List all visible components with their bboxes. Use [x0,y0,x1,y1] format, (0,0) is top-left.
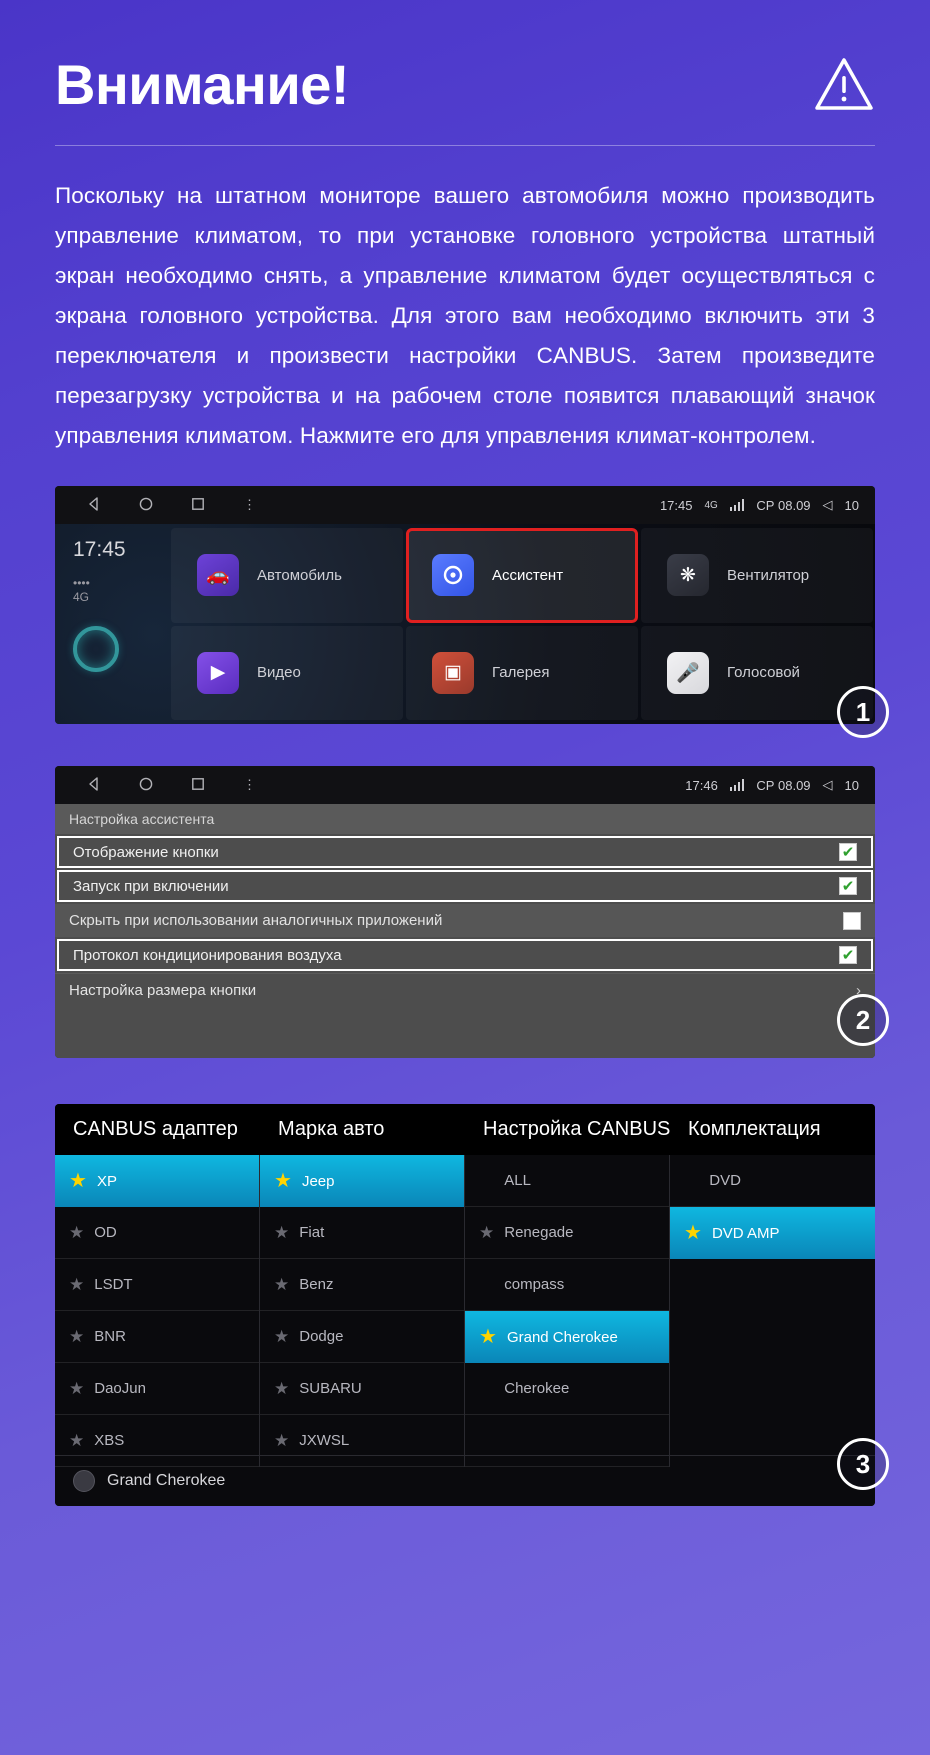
item-label: Grand Cherokee [506,1328,618,1346]
header-divider [55,145,875,146]
video-icon: ▶ [197,652,239,694]
setting-label: Скрыть при использовании аналогичных приложений [69,912,443,929]
volume-icon: ◁ [822,497,833,512]
more-menu-icon[interactable]: ⋮ [243,497,256,512]
item-label: BNR [94,1328,126,1345]
signal-icon [730,779,745,791]
list-item[interactable] [465,1207,669,1259]
launcher-screen [55,524,875,724]
list-item-empty [670,1363,875,1415]
list-item[interactable] [260,1259,464,1311]
canbus-header-row [55,1104,875,1155]
setting-row-ac-protocol[interactable] [57,939,873,971]
list-item[interactable] [260,1415,464,1467]
home-icon[interactable] [139,777,153,794]
more-menu-icon[interactable]: ⋮ [243,777,256,792]
screenshot-canbus [55,1104,875,1506]
statusbar-time: 17:46 [685,777,718,793]
recents-icon[interactable] [191,497,205,514]
item-label: Fiat [299,1224,325,1241]
item-label: OD [94,1224,117,1241]
list-item[interactable] [465,1259,669,1311]
tile-label: Автомобиль [257,566,342,584]
microphone-icon: 🎤 [667,652,709,694]
checkbox-checked-icon[interactable]: ✔ [839,843,857,861]
step-badge-1: 1 [837,686,889,738]
launcher-clock: 17:45 [73,538,126,561]
star-icon: ★ [69,1275,85,1294]
setting-row-button-size[interactable] [55,973,875,1006]
screenshot-launcher [55,486,875,727]
step-badge-3: 3 [837,1438,889,1490]
volume-icon: ◁ [822,777,833,792]
star-icon: ★ [479,1223,495,1242]
list-item[interactable] [55,1311,259,1363]
tile-label: Голосовой [727,664,800,682]
list-item[interactable] [55,1207,259,1259]
setting-row-hide-similar-apps[interactable] [55,904,875,937]
star-icon: ★ [69,1379,85,1398]
page-title: Внимание! [55,53,350,116]
star-icon: ★ [69,1170,87,1192]
list-item-empty [670,1311,875,1363]
settings-panel [55,804,875,1058]
item-label: ALL [504,1172,531,1189]
item-label: Dodge [299,1328,344,1345]
item-label: compass [504,1276,565,1293]
tile-car[interactable] [171,528,403,623]
screenshot-assistant-settings [55,766,875,1058]
tile-label: Видео [257,664,301,682]
setting-row-show-button[interactable] [57,836,873,868]
home-icon[interactable] [139,497,153,514]
list-item[interactable] [465,1363,669,1415]
item-label: XBS [94,1432,125,1449]
item-label: Jeep [301,1172,335,1190]
list-item[interactable] [260,1363,464,1415]
column-canbus [465,1155,670,1467]
setting-label: Запуск при включении [73,877,229,895]
list-item-empty [465,1415,669,1467]
tile-assistant[interactable] [406,528,638,623]
checkbox-checked-icon[interactable]: ✔ [839,946,857,964]
statusbar-1 [55,486,875,524]
setting-label: Протокол кондиционирования воздуха [73,946,342,964]
list-item[interactable] [465,1311,669,1363]
list-item[interactable] [260,1155,464,1207]
instruction-paragraph: Поскольку на штатном мониторе вашего автомобиля можно производить управление климатом, то при установке головного устройства штатный экран необходимо снять, а управление климатом будет осуществляться с экрана головного устройства. Для этого вам необходимо включить эти 3 переключателя и произвести настройки CANBUS. Затем произведите перезагрузку устройства и на рабочем столе появится плавающий значок управления климатом. Нажмите его для управления климат-контролем. [55,183,875,448]
launcher-network: 4G [73,590,90,604]
list-item[interactable] [465,1155,669,1207]
star-icon: ★ [274,1431,290,1450]
list-item[interactable] [55,1155,259,1207]
statusbar-volume: 10 [844,497,859,513]
list-item[interactable] [260,1311,464,1363]
item-label: Cherokee [504,1380,570,1397]
launcher-signal-dots: •••• [73,576,90,590]
launcher-tiles [171,524,875,724]
settings-title: Настройка ассистента [55,804,875,834]
list-item[interactable] [670,1207,875,1259]
assistant-orb-icon[interactable] [73,626,119,672]
car-status-icon [73,1470,95,1492]
column-header-brand: Марка авто [278,1118,385,1140]
star-icon: ★ [274,1223,290,1242]
star-icon: ★ [69,1223,85,1242]
column-header-adapter: CANBUS адаптер [73,1118,238,1140]
item-label: Benz [299,1276,334,1293]
list-item[interactable] [55,1259,259,1311]
setting-label: Настройка размера кнопки [69,981,257,999]
item-label: JXWSL [299,1432,350,1449]
star-icon: ★ [274,1275,290,1294]
item-label: XP [96,1172,117,1190]
car-icon: 🚗 [197,554,239,596]
star-icon: ★ [684,1222,702,1244]
tile-label: Ассистент [492,566,564,584]
list-item[interactable] [670,1155,875,1207]
star-icon: ★ [479,1326,497,1348]
star-icon: ★ [274,1379,290,1398]
statusbar-date: СР 08.09 [756,777,811,793]
column-header-canbus: Настройка CANBUS [483,1118,670,1140]
selected-model-label: Grand Cherokee [107,1472,226,1489]
launcher-sidebar [55,524,171,724]
statusbar-date: СР 08.09 [756,497,811,513]
tile-label: Галерея [492,664,550,682]
star-icon: ★ [69,1327,85,1346]
assistant-icon [432,554,474,596]
column-brand [260,1155,465,1467]
setting-row-launch-on-start[interactable] [57,870,873,902]
back-icon[interactable] [87,777,101,794]
back-icon[interactable] [87,497,101,514]
header [55,0,875,117]
list-item-empty [670,1259,875,1311]
statusbar-2 [55,766,875,804]
item-label: Renegade [504,1224,574,1241]
chevron-right-icon: › [856,981,861,999]
settings-blank-area [55,1006,875,1058]
warning-triangle-icon [813,54,875,116]
item-label: DVD AMP [711,1224,780,1242]
recents-icon[interactable] [191,777,205,794]
step-badge-2: 2 [837,994,889,1046]
list-item[interactable] [55,1363,259,1415]
checkbox-unchecked-icon[interactable] [843,912,861,930]
statusbar-network-label: 4G [704,499,718,511]
column-header-trim: Комплектация [688,1118,821,1140]
tile-label: Вентилятор [727,566,810,584]
signal-icon [730,499,745,511]
setting-label: Отображение кнопки [73,843,219,861]
tile-fan[interactable] [641,528,873,623]
column-adapter [55,1155,260,1467]
item-label: DVD [709,1172,741,1189]
fan-icon: ❋ [667,554,709,596]
canbus-columns [55,1155,875,1455]
statusbar-time: 17:45 [659,497,693,513]
list-item[interactable] [260,1207,464,1259]
tile-video[interactable] [171,626,403,721]
star-icon: ★ [69,1431,85,1450]
item-label: SUBARU [299,1380,362,1397]
checkbox-checked-icon[interactable]: ✔ [839,877,857,895]
gallery-icon: ▣ [432,652,474,694]
list-item[interactable] [55,1415,259,1467]
item-label: DaoJun [94,1380,146,1397]
tile-gallery[interactable] [406,626,638,721]
column-trim [670,1155,875,1467]
statusbar-volume: 10 [844,777,859,793]
star-icon: ★ [274,1327,290,1346]
star-icon: ★ [274,1170,292,1192]
item-label: LSDT [94,1276,133,1293]
